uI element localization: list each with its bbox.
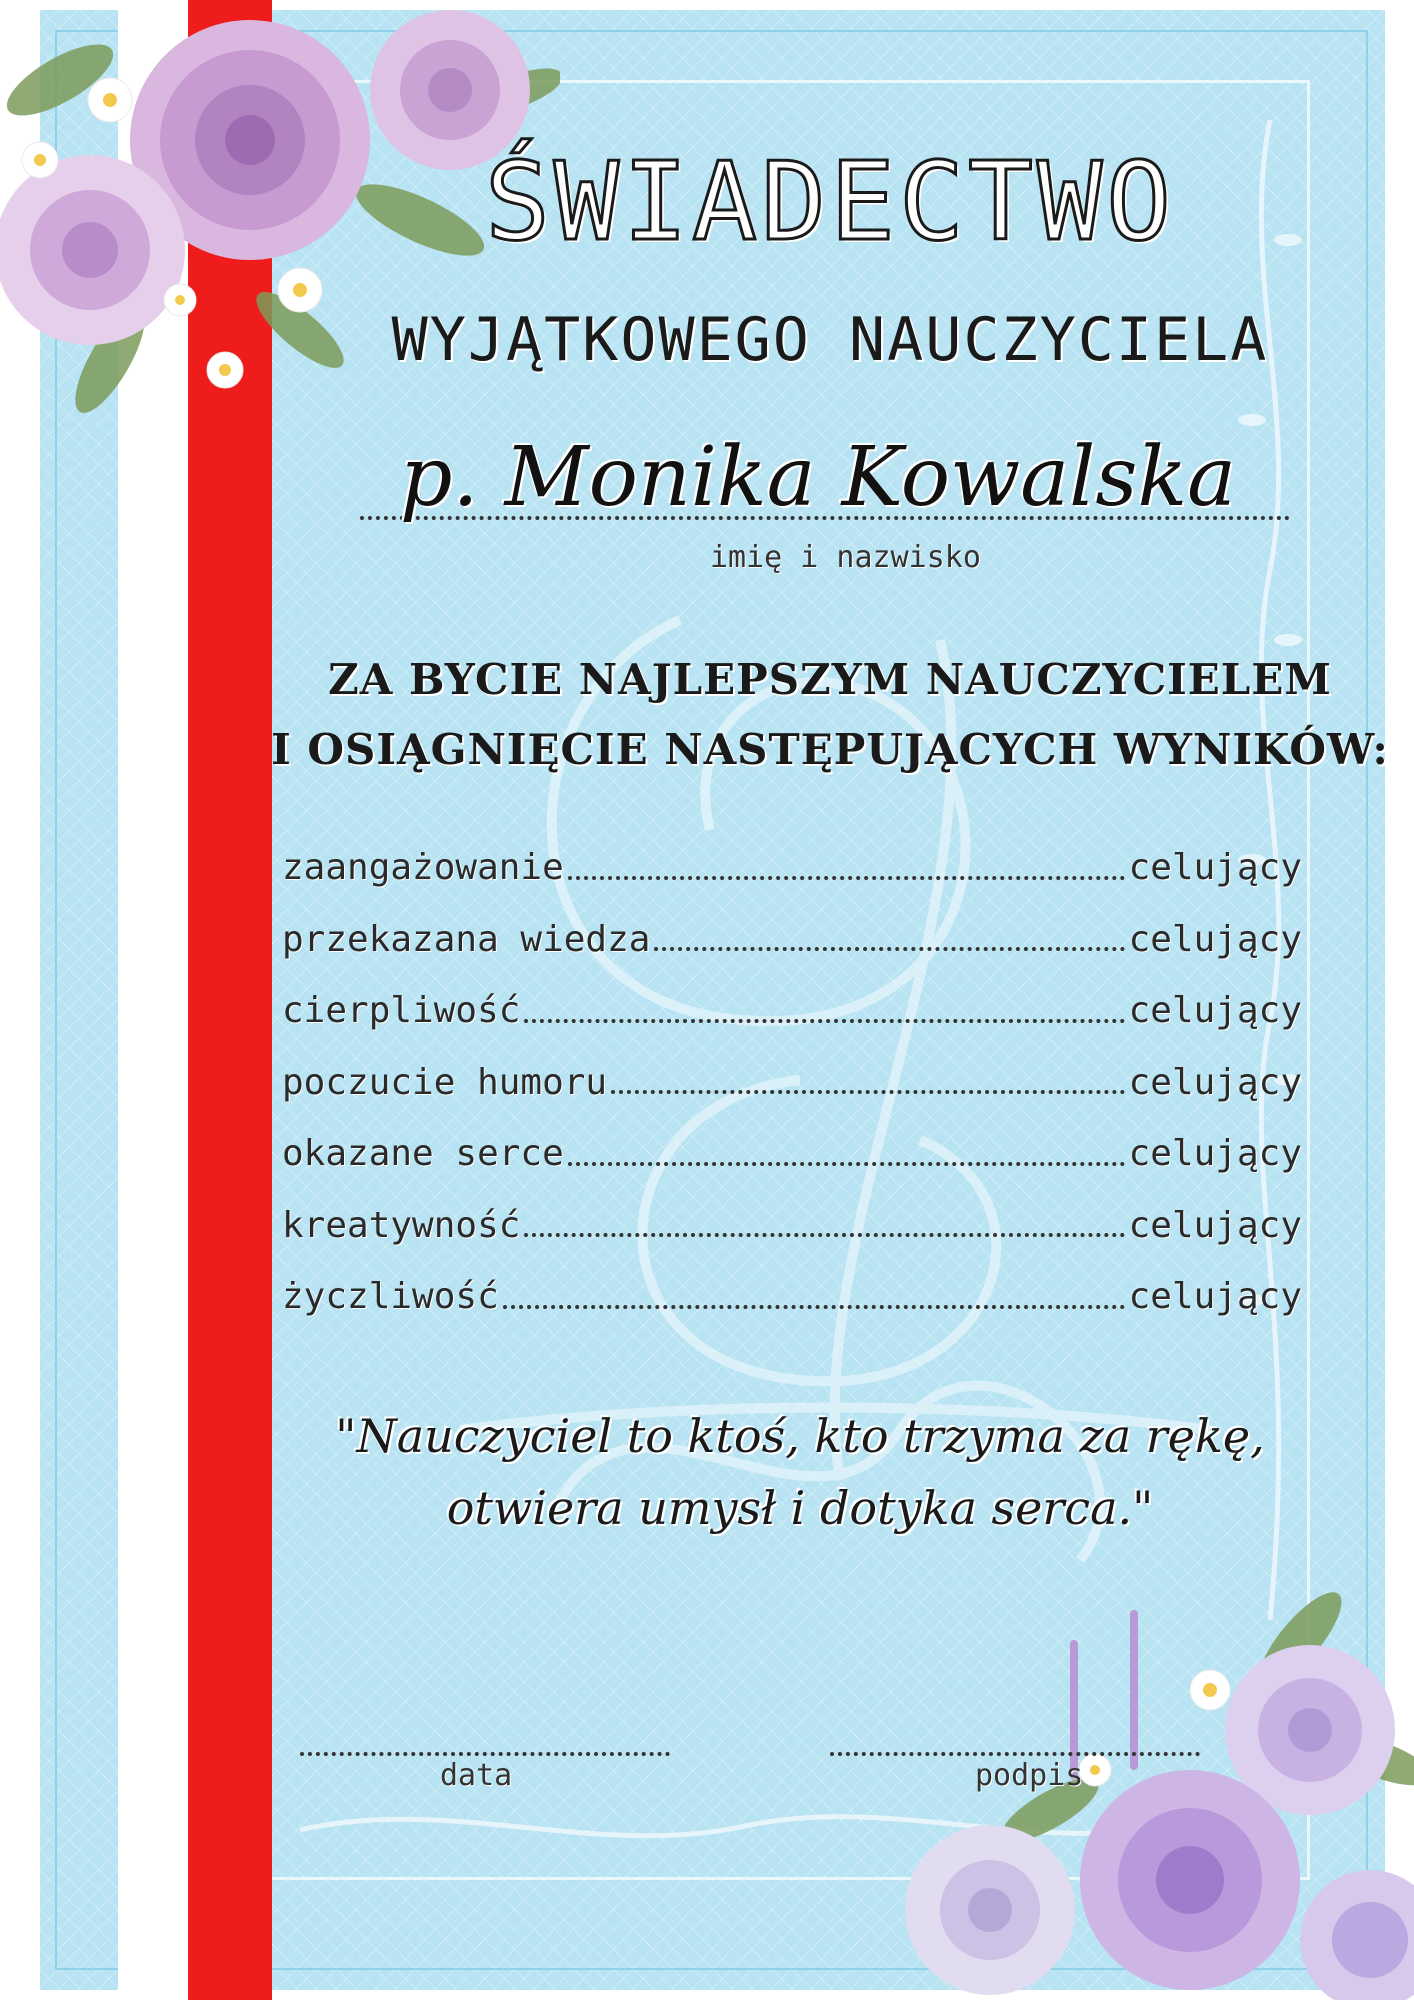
date-dotted-line	[300, 1752, 670, 1756]
recipient-name-line	[360, 430, 1290, 530]
grade-dots	[503, 1305, 1125, 1309]
grade-row	[282, 1190, 1302, 1262]
grade-row	[282, 975, 1302, 1047]
name-caption: imię i nazwisko	[710, 540, 981, 575]
grade-value: celujący	[1128, 847, 1302, 889]
signature-label: podpis	[975, 1758, 1084, 1793]
recipient-name: p. Monika Kowalska	[400, 430, 1237, 525]
grade-value: celujący	[1128, 918, 1302, 960]
grade-label: zaangażowanie	[282, 847, 564, 889]
certificate-title: ŚWIADECTWO	[484, 140, 1176, 265]
grade-row	[282, 1047, 1302, 1119]
heading-line-1: ZA BYCIE NAJLEPSZYM NAUCZYCIELEM	[328, 655, 1332, 704]
grade-label: poczucie humoru	[282, 1061, 608, 1103]
certificate-subtitle: WYJĄTKOWEGO NAUCZYCIELA	[391, 305, 1269, 375]
grade-row	[282, 1261, 1302, 1333]
date-label: data	[440, 1758, 513, 1793]
grade-dots	[568, 1162, 1125, 1166]
grade-value: celujący	[1128, 1276, 1302, 1318]
grade-value: celujący	[1128, 1204, 1302, 1246]
grade-dots	[654, 947, 1124, 951]
signature-dotted-line	[830, 1752, 1200, 1756]
grade-dots	[568, 876, 1125, 880]
grade-label: cierpliwość	[282, 990, 521, 1032]
grades-list	[282, 832, 1302, 1333]
flower-bouquet-bottom-right	[880, 1580, 1414, 2000]
grade-value: celujący	[1128, 1061, 1302, 1103]
quote-line-2: otwiera umysł i dotyka serca."	[446, 1481, 1154, 1535]
grade-value: celujący	[1128, 990, 1302, 1032]
grade-label: przekazana wiedza	[282, 918, 651, 960]
grade-dots	[611, 1090, 1125, 1094]
grade-value: celujący	[1128, 1133, 1302, 1175]
grade-row	[282, 904, 1302, 976]
grade-row	[282, 832, 1302, 904]
quote-line-1: "Nauczyciel to ktoś, kto trzyma za rękę,	[335, 1409, 1265, 1463]
heading-line-2: I OSIĄGNIĘCIE NASTĘPUJĄCYCH WYNIKÓW:	[271, 725, 1389, 774]
grade-label: okazane serce	[282, 1133, 564, 1175]
grade-dots	[524, 1233, 1124, 1237]
grade-dots	[524, 1019, 1124, 1023]
grade-row	[282, 1118, 1302, 1190]
grade-label: życzliwość	[282, 1276, 499, 1318]
grade-label: kreatywność	[282, 1204, 521, 1246]
